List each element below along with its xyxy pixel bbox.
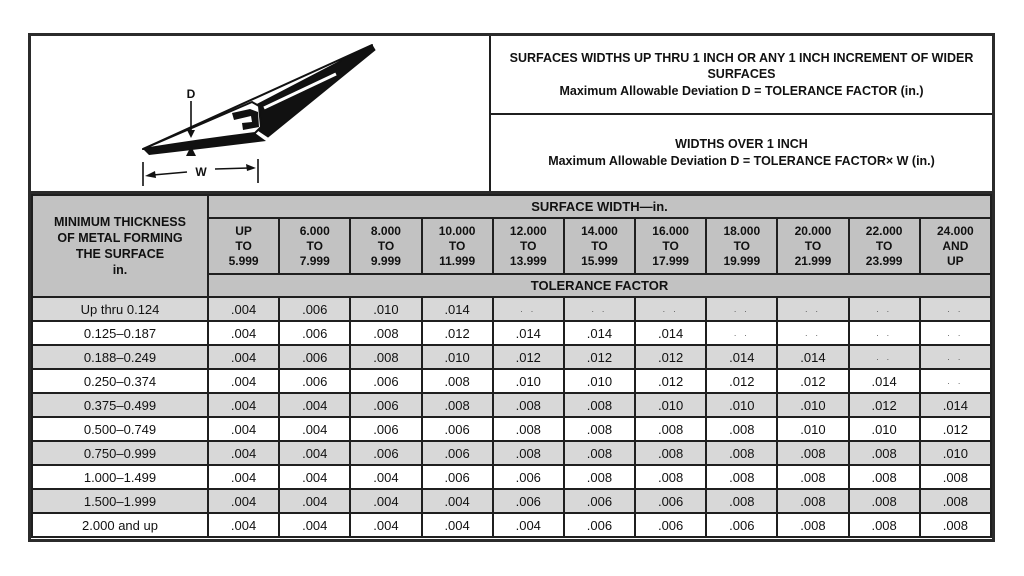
table-row (32, 513, 991, 537)
table-row (32, 465, 991, 489)
tolerance-cell: .004 (350, 465, 421, 489)
info-formula-2: Maximum Allowable Deviation D = TOLERANCE FACTOR× W (in.) (548, 153, 935, 168)
tolerance-cell: .014 (777, 345, 848, 369)
tolerance-cell: .008 (706, 489, 777, 513)
column-header-6: 14.000 TO 15.999 (564, 218, 635, 274)
tolerance-cell: .008 (706, 417, 777, 441)
tolerance-cell: .012 (706, 369, 777, 393)
row-label-thickness: Up thru 0.124 (32, 297, 208, 321)
tolerance-cell-empty: . . (777, 321, 848, 345)
tolerance-cell-empty: . . (920, 297, 991, 321)
table-row (32, 345, 991, 369)
tolerance-cell: .006 (350, 417, 421, 441)
tolerance-cell: .008 (706, 465, 777, 489)
tolerance-cell: .004 (208, 297, 279, 321)
tolerance-cell: .006 (350, 369, 421, 393)
tolerance-cell: .006 (422, 465, 493, 489)
tolerance-cell: .008 (777, 513, 848, 537)
tolerance-cell: .008 (849, 465, 920, 489)
tolerance-cell: .004 (208, 321, 279, 345)
row-label-thickness: 0.375–0.499 (32, 393, 208, 417)
tolerance-cell: .004 (279, 441, 350, 465)
tolerance-cell: .008 (564, 393, 635, 417)
document-frame (28, 33, 995, 542)
tolerance-cell: .012 (635, 345, 706, 369)
tolerance-cell: .012 (777, 369, 848, 393)
tolerance-cell: .006 (350, 393, 421, 417)
surface-width-band-header: SURFACE WIDTH—in. (208, 195, 991, 218)
tolerance-cell: .008 (706, 441, 777, 465)
column-header-2: 6.000 TO 7.999 (279, 218, 350, 274)
tolerance-cell: .012 (422, 321, 493, 345)
row-label-thickness: 0.750–0.999 (32, 441, 208, 465)
tolerance-cell: .004 (208, 393, 279, 417)
table-row (32, 417, 991, 441)
tolerance-cell-empty: . . (493, 297, 564, 321)
tolerance-cell-empty: . . (849, 345, 920, 369)
tolerance-cell: .010 (849, 417, 920, 441)
tolerance-cell: .012 (849, 393, 920, 417)
tolerance-cell-empty: . . (920, 369, 991, 393)
column-header-7: 16.000 TO 17.999 (635, 218, 706, 274)
tolerance-cell: .006 (564, 513, 635, 537)
tolerance-cell: .006 (279, 297, 350, 321)
column-header-5: 12.000 TO 13.999 (493, 218, 564, 274)
info-heading-2: WIDTHS OVER 1 INCH (675, 137, 808, 152)
tolerance-cell: .008 (849, 441, 920, 465)
column-header-4: 10.000 TO 11.999 (422, 218, 493, 274)
row-label-thickness: 0.125–0.187 (32, 321, 208, 345)
tolerance-cell: .004 (350, 489, 421, 513)
tolerance-cell: .004 (350, 513, 421, 537)
tolerance-cell: .006 (279, 345, 350, 369)
tolerance-cell: .008 (635, 417, 706, 441)
info-panel (491, 36, 992, 191)
tolerance-cell: .004 (279, 393, 350, 417)
column-header-11: 24.000 AND UP (920, 218, 991, 274)
tolerance-cell: .004 (208, 369, 279, 393)
tolerance-cell: .004 (208, 465, 279, 489)
tolerance-cell: .008 (777, 489, 848, 513)
tolerance-cell: .014 (920, 393, 991, 417)
tolerance-cell: .012 (920, 417, 991, 441)
tolerance-cell: .008 (493, 417, 564, 441)
info-heading-1: SURFACES WIDTHS UP THRU 1 INCH OR ANY 1 INCH INCREMENT OF WIDER SURFACES (509, 50, 974, 81)
tolerance-cell: .008 (422, 393, 493, 417)
column-header-3: 8.000 TO 9.999 (350, 218, 421, 274)
tolerance-cell: .006 (422, 441, 493, 465)
tolerance-cell-empty: . . (849, 321, 920, 345)
tolerance-cell: .010 (422, 345, 493, 369)
extrusion-diagram-panel (31, 36, 491, 191)
diagram-label-d: D (186, 87, 196, 101)
corner-header-line: in. (112, 263, 128, 278)
tolerance-cell: .004 (279, 489, 350, 513)
tolerance-cell: .006 (350, 441, 421, 465)
corner-header-line: THE SURFACE (75, 247, 165, 261)
tolerance-cell: .008 (564, 465, 635, 489)
tolerance-cell-empty: . . (777, 297, 848, 321)
tolerance-cell: .008 (564, 441, 635, 465)
tolerance-cell: .010 (564, 369, 635, 393)
column-header-1: UP TO 5.999 (208, 218, 279, 274)
tolerance-cell: .008 (493, 393, 564, 417)
tolerance-cell: .014 (706, 345, 777, 369)
table-row (32, 393, 991, 417)
table-row (32, 297, 991, 321)
row-label-thickness: 0.500–0.749 (32, 417, 208, 441)
tolerance-cell: .004 (279, 513, 350, 537)
tolerance-cell: .014 (635, 321, 706, 345)
tolerance-cell: .006 (279, 321, 350, 345)
tolerance-cell: .008 (635, 441, 706, 465)
column-header-10: 22.000 TO 23.999 (849, 218, 920, 274)
tolerance-cell: .006 (635, 489, 706, 513)
corner-header-line: MINIMUM THICKNESS (54, 214, 186, 229)
tolerance-cell: .012 (493, 345, 564, 369)
tolerance-cell-empty: . . (849, 297, 920, 321)
tolerance-cell: .004 (493, 513, 564, 537)
tolerance-cell: .008 (849, 489, 920, 513)
tolerance-cell: .008 (849, 513, 920, 537)
tolerance-cell: .010 (350, 297, 421, 321)
tolerance-cell: .006 (493, 489, 564, 513)
tolerance-cell: .006 (635, 513, 706, 537)
tolerance-factor-band-header: TOLERANCE FACTOR (208, 274, 991, 297)
tolerance-cell: .008 (777, 441, 848, 465)
tolerance-cell-empty: . . (564, 297, 635, 321)
tolerance-cell: .004 (208, 345, 279, 369)
tolerance-cell: .006 (422, 417, 493, 441)
tolerance-cell: .008 (493, 441, 564, 465)
diagram-label-w: W (195, 165, 207, 179)
row-label-thickness: 0.188–0.249 (32, 345, 208, 369)
tolerance-cell-empty: . . (920, 345, 991, 369)
tolerance-cell: .004 (208, 489, 279, 513)
table-row (32, 321, 991, 345)
row-label-thickness: 0.250–0.374 (32, 369, 208, 393)
tolerance-cell: .004 (422, 513, 493, 537)
tolerance-cell: .010 (920, 441, 991, 465)
tolerance-cell: .008 (350, 345, 421, 369)
tolerance-cell: .008 (920, 465, 991, 489)
top-section (31, 36, 992, 194)
tolerance-cell: .004 (279, 417, 350, 441)
tolerance-cell: .008 (920, 513, 991, 537)
tolerance-cell-empty: . . (706, 297, 777, 321)
tolerance-cell: .004 (279, 465, 350, 489)
column-header-8: 18.000 TO 19.999 (706, 218, 777, 274)
info-box-over-1-inch (491, 115, 992, 192)
tolerance-cell: .004 (208, 441, 279, 465)
tolerance-cell: .004 (208, 417, 279, 441)
tolerance-cell: .006 (279, 369, 350, 393)
tolerance-cell-empty: . . (920, 321, 991, 345)
tolerance-cell: .008 (635, 465, 706, 489)
table-row (32, 369, 991, 393)
tolerance-cell: .010 (777, 393, 848, 417)
corner-header-line: OF METAL FORMING (57, 230, 183, 245)
tolerance-cell: .004 (422, 489, 493, 513)
tolerance-cell: .014 (493, 321, 564, 345)
tolerance-cell: .008 (350, 321, 421, 345)
tolerance-cell: .004 (208, 513, 279, 537)
table-row (32, 489, 991, 513)
tolerance-cell: .014 (849, 369, 920, 393)
tolerance-cell: .010 (777, 417, 848, 441)
row-label-thickness: 1.500–1.999 (32, 489, 208, 513)
tolerance-factor-table (31, 194, 992, 538)
tolerance-cell: .006 (493, 465, 564, 489)
info-box-up-thru-1-inch (491, 36, 992, 115)
tolerance-cell: .014 (422, 297, 493, 321)
tolerance-cell: .008 (564, 417, 635, 441)
column-header-9: 20.000 TO 21.999 (777, 218, 848, 274)
tolerance-cell: .008 (777, 465, 848, 489)
tolerance-cell: .012 (564, 345, 635, 369)
table-body (32, 297, 991, 537)
row-label-thickness: 1.000–1.499 (32, 465, 208, 489)
tolerance-cell: .014 (564, 321, 635, 345)
tolerance-cell: .006 (706, 513, 777, 537)
tolerance-cell: .006 (564, 489, 635, 513)
tolerance-cell: .008 (422, 369, 493, 393)
extrusion-profile-diagram-icon (31, 36, 489, 191)
tolerance-cell: .010 (635, 393, 706, 417)
row-label-thickness: 2.000 and up (32, 513, 208, 537)
tolerance-cell: .008 (920, 489, 991, 513)
info-formula-1: Maximum Allowable Deviation D = TOLERANCE FACTOR (in.) (559, 83, 924, 98)
tolerance-cell-empty: . . (706, 321, 777, 345)
table-row (32, 441, 991, 465)
tolerance-cell: .010 (706, 393, 777, 417)
tolerance-cell: .010 (493, 369, 564, 393)
tolerance-cell-empty: . . (635, 297, 706, 321)
tolerance-cell: .012 (635, 369, 706, 393)
corner-header-min-thickness (32, 195, 208, 297)
